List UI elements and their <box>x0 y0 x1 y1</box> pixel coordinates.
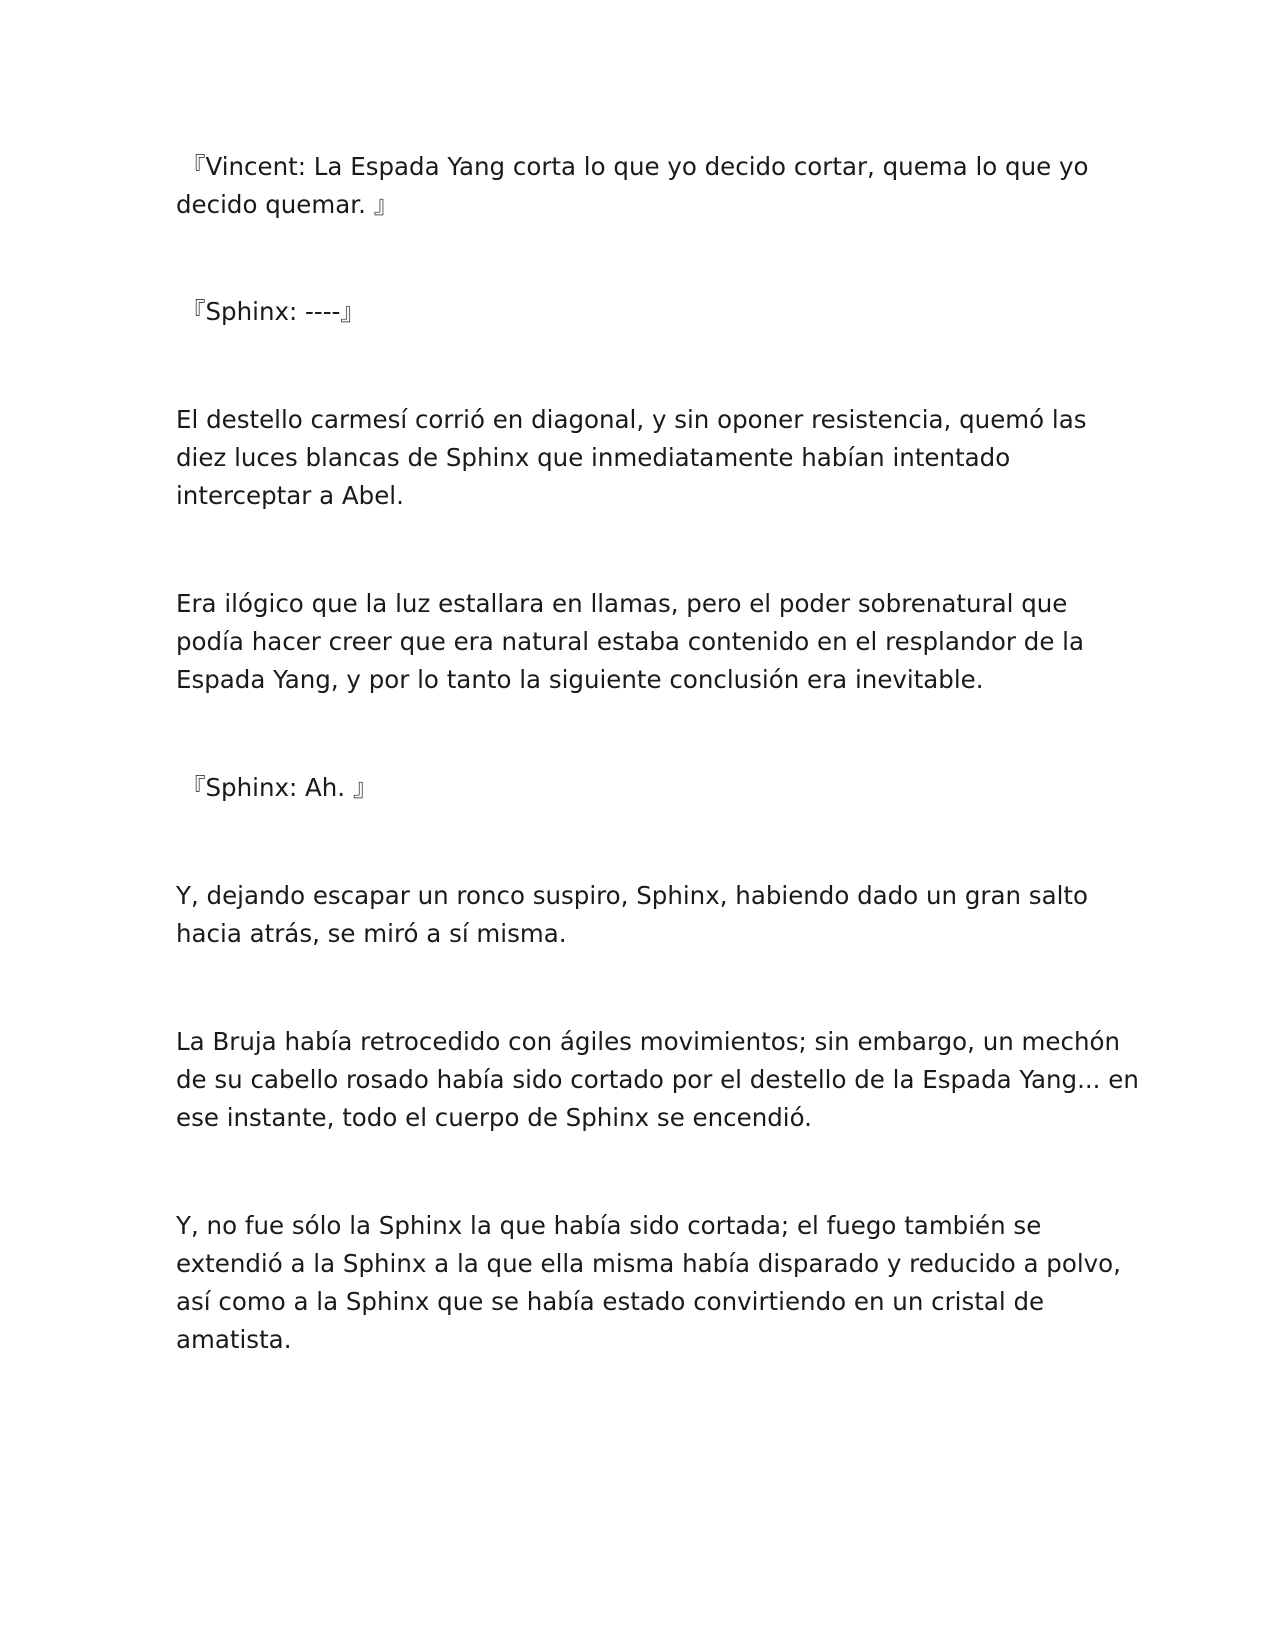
paragraph-5-line-3: así como a la Sphinx que se había estado convirtiendo en un cristal de <box>176 1287 1045 1316</box>
paragraph-1-line-1: El destello carmesí corrió en diagonal, y sin oponer resistencia, quemó las <box>176 405 1087 434</box>
paragraph-2-line-2: podía hacer creer que era natural estaba contenido en el resplandor de la <box>176 627 1085 656</box>
paragraph-1-line-3: interceptar a Abel. <box>176 481 404 510</box>
dialogue-sphinx-dash: 『Sphinx: ----』 <box>181 297 365 326</box>
paragraph-4-line-3: ese instante, todo el cuerpo de Sphinx se encendió. <box>176 1103 812 1132</box>
paragraph-5-line-1: Y, no fue sólo la Sphinx la que había sido cortada; el fuego también se <box>176 1211 1042 1240</box>
paragraph-5-line-4: amatista. <box>176 1325 292 1354</box>
dialogue-sphinx-ah: 『Sphinx: Ah. 』 <box>181 773 378 802</box>
dialogue-vincent-line-2: decido quemar. 』 <box>176 190 399 219</box>
paragraph-4-line-1: La Bruja había retrocedido con ágiles movimientos; sin embargo, un mechón <box>176 1027 1121 1056</box>
paragraph-4-line-2: de su cabello rosado había sido cortado por el destello de la Espada Yang... en <box>176 1065 1139 1094</box>
paragraph-1-line-2: diez luces blancas de Sphinx que inmediatamente habían intentado <box>176 443 1011 472</box>
paragraph-5-line-2: extendió a la Sphinx a la que ella misma había disparado y reducido a polvo, <box>176 1249 1121 1278</box>
paragraph-2-line-1: Era ilógico que la luz estallara en llamas, pero el poder sobrenatural que <box>176 589 1068 618</box>
paragraph-3-line-1: Y, dejando escapar un ronco suspiro, Sphinx, habiendo dado un gran salto <box>176 881 1088 910</box>
dialogue-vincent-line-1: 『Vincent: La Espada Yang corta lo que yo decido cortar, quema lo que yo <box>181 152 1089 181</box>
paragraph-2-line-3: Espada Yang, y por lo tanto la siguiente conclusión era inevitable. <box>176 665 984 694</box>
paragraph-3-line-2: hacia atrás, se miró a sí misma. <box>176 919 567 948</box>
